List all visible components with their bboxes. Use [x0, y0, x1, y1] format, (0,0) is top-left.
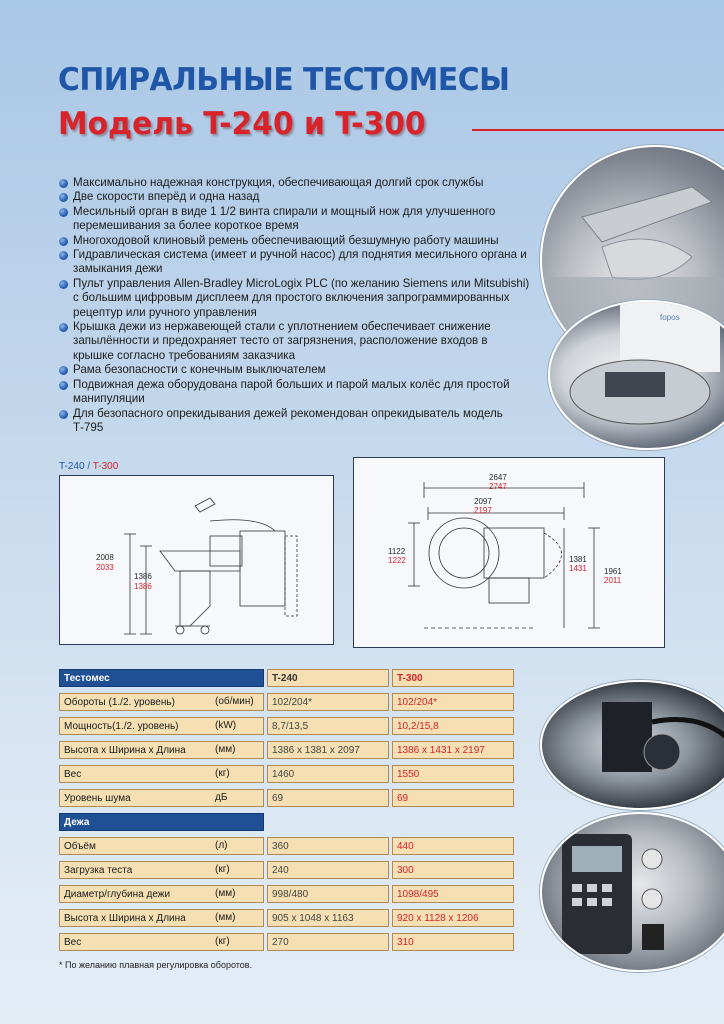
svg-text:1122: 1122	[388, 547, 406, 556]
spec-unit: (кг)	[215, 768, 230, 779]
feature-item: Две скорости вперёд и одна назад	[59, 190, 531, 204]
feature-item: Месильный орган в виде 1 1/2 винта спирали и мощный нож для улучшенного перемешивания за более короткое время	[59, 205, 531, 234]
svg-text:1431: 1431	[569, 564, 587, 573]
spec-value-t240: 270	[267, 933, 389, 951]
spec-value-t300: 310	[392, 933, 514, 951]
bullet-icon	[59, 366, 68, 375]
feature-item: Для безопасного опрекидывания дежей рекомендован опрекидыватель модель Т-795	[59, 407, 531, 436]
spec-unit: (мм)	[215, 744, 236, 755]
svg-text:2033: 2033	[96, 563, 114, 572]
feature-list	[59, 176, 531, 435]
spec-value-t300: 69	[392, 789, 514, 807]
col-header-t240: T-240	[267, 669, 389, 687]
feature-item: Гидравлическая система (имеет и ручной насос) для поднятия месильного органа и замыкания дежи	[59, 248, 531, 277]
spec-name: Загрузка теста	[59, 861, 264, 879]
spec-header-row	[59, 813, 519, 831]
spec-value-t240: 102/204*	[267, 693, 389, 711]
svg-text:1222: 1222	[388, 556, 406, 565]
table-row	[59, 765, 519, 783]
spec-value-t300: 440	[392, 837, 514, 855]
bullet-icon	[59, 410, 68, 419]
bullet-icon	[59, 251, 68, 260]
spec-name: Высота х Ширина х Длина	[59, 741, 264, 759]
spec-value-t240: 1386 x 1381 x 2097	[267, 741, 389, 759]
table-row	[59, 789, 519, 807]
spec-value-t300: 1386 x 1431 x 2197	[392, 741, 514, 759]
photo-bowl-lid	[548, 300, 724, 450]
page-title: СПИРАЛЬНЫЕ ТЕСТОМЕСЫ	[58, 62, 510, 98]
spec-name: Объём	[59, 837, 264, 855]
spec-value-t240: 1460	[267, 765, 389, 783]
top-view-drawing	[353, 457, 665, 648]
side-view-drawing	[59, 475, 334, 645]
footnote: * По желанию плавная регулировка оборотов.	[59, 960, 253, 970]
svg-text:1386: 1386	[134, 572, 152, 581]
feature-item: Многоходовой клиновый ремень обеспечивающий безшумную работу машины	[59, 234, 531, 248]
feature-item: Подвижная дежа оборудована парой больших и парой малых колёс для простой манипуляции	[59, 378, 531, 407]
spec-header-row	[59, 669, 519, 687]
table-row	[59, 861, 519, 879]
feature-item: Рама безопасности с конечным выключателем	[59, 363, 531, 377]
photo-hydraulics	[540, 680, 724, 810]
brand-logo: fopos	[660, 313, 680, 322]
spec-value-t300: 102/204*	[392, 693, 514, 711]
spec-value-t300: 920 x 1128 x 1206	[392, 909, 514, 927]
spec-value-t240: 905 x 1048 x 1163	[267, 909, 389, 927]
table-row	[59, 717, 519, 735]
svg-text:1386: 1386	[134, 582, 152, 591]
svg-text:2011: 2011	[604, 576, 622, 585]
bullet-icon	[59, 193, 68, 202]
svg-text:2197: 2197	[474, 506, 492, 515]
bullet-icon	[59, 381, 68, 390]
spec-name: Высота х Ширина х Длина	[59, 909, 264, 927]
spec-value-t240: 8,7/13,5	[267, 717, 389, 735]
bullet-icon	[59, 237, 68, 246]
feature-item: Крышка дежи из нержавеющей стали с уплотнением обеспечивает снижение запылённости и предохраняет тесто от загрязнения, расположение входов в крышке согласно требованиям заказчика	[59, 320, 531, 363]
spec-section-bowl: Дежа	[59, 813, 264, 831]
spec-value-t240: 69	[267, 789, 389, 807]
table-row	[59, 933, 519, 951]
table-row	[59, 909, 519, 927]
spec-unit: (мм)	[215, 888, 236, 899]
spec-value-t240: 360	[267, 837, 389, 855]
title-rule	[472, 129, 724, 131]
spec-unit: (кг)	[215, 864, 230, 875]
spec-section-mixer: Тестомес	[59, 669, 264, 687]
spec-name: Вес	[59, 933, 264, 951]
spec-value-t240: 240	[267, 861, 389, 879]
spec-name: Обороты (1./2. уровень)	[59, 693, 264, 711]
spec-value-t300: 10,2/15,8	[392, 717, 514, 735]
spec-unit: (кг)	[215, 936, 230, 947]
svg-text:2008: 2008	[96, 553, 114, 562]
col-header-t300: T-300	[392, 669, 514, 687]
bullet-icon	[59, 208, 68, 217]
spec-value-t300: 1550	[392, 765, 514, 783]
bullet-icon	[59, 179, 68, 188]
svg-text:2097: 2097	[474, 497, 492, 506]
svg-text:1961: 1961	[604, 567, 622, 576]
spec-value-t240: 998/480	[267, 885, 389, 903]
bullet-icon	[59, 280, 68, 289]
svg-text:1381: 1381	[569, 555, 587, 564]
svg-text:2747: 2747	[489, 482, 507, 491]
spec-value-t300: 300	[392, 861, 514, 879]
photo-control-panel	[540, 812, 724, 972]
spec-name: Мощность(1./2. уровень)	[59, 717, 264, 735]
drawing-model-label: T-240 / T-300	[59, 461, 119, 472]
spec-value-t300: 1098/495	[392, 885, 514, 903]
page-subtitle: Модель T-240 и T-300	[58, 106, 426, 142]
spec-name: Вес	[59, 765, 264, 783]
spec-name: Диаметр/глубина дежи	[59, 885, 264, 903]
table-row	[59, 741, 519, 759]
feature-item: Пульт управления Allen-Bradley MicroLogix PLC (по желанию Siemens или Mitsubishi) с большим цифровым дисплеем для простого включения запрограммированных рецептур или ручного управления	[59, 277, 531, 320]
feature-item: Максимально надежная конструкция, обеспечивающая долгий срок службы	[59, 176, 531, 190]
table-row	[59, 837, 519, 855]
spec-name: Уровень шума	[59, 789, 264, 807]
spec-unit: (мм)	[215, 912, 236, 923]
bullet-icon	[59, 323, 68, 332]
spec-unit: дБ	[215, 792, 228, 803]
spec-unit: (л)	[215, 840, 228, 851]
table-row	[59, 693, 519, 711]
spec-unit: (об/мин)	[215, 696, 254, 707]
table-row	[59, 885, 519, 903]
svg-text:2647: 2647	[489, 473, 507, 482]
spec-unit: (kW)	[215, 720, 237, 731]
